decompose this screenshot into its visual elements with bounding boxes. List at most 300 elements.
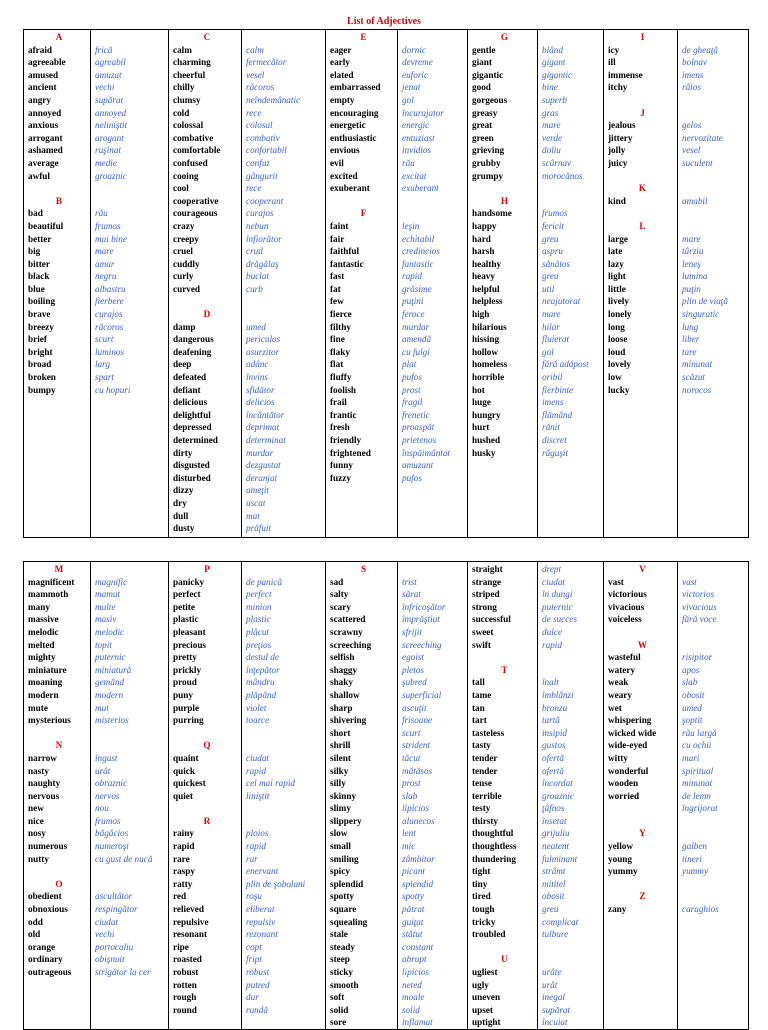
romanian-translation: tăcut [402, 752, 421, 763]
english-word: friendly [330, 435, 362, 445]
romanian-translation: de gheaţă [682, 44, 718, 55]
english-word: dry [173, 497, 187, 508]
english-word: bitter [28, 258, 50, 269]
romanian-translation: obosit [542, 891, 565, 902]
english-word: confused [173, 157, 208, 168]
romanian-translation: trist [402, 576, 417, 587]
english-word: annoyed [28, 107, 62, 118]
english-word: cool [173, 183, 189, 194]
english-word: wicked wide [608, 727, 657, 738]
english-word: wet [608, 702, 622, 713]
english-word: proud [173, 677, 197, 688]
romanian-translation: rău [95, 208, 108, 219]
romanian-translation: groaznic [542, 790, 574, 801]
english-word: breezy [28, 321, 54, 332]
romanian-translation: minunat [682, 778, 713, 789]
english-word: delicious [173, 397, 208, 408]
romanian-translation: bine [542, 82, 558, 93]
romanian-translation: yummy [682, 866, 709, 877]
english-word: young [608, 853, 633, 864]
english-word: ancient [28, 82, 57, 93]
english-word: nasty [28, 765, 49, 776]
english-word: better [28, 233, 52, 244]
english-word: average [28, 157, 59, 168]
romanian-translation: misterios [95, 715, 129, 726]
spacer [173, 727, 241, 740]
english-word: vivacious [608, 601, 645, 612]
romanian-translation: flămând [542, 409, 573, 420]
english-word: stale [330, 929, 348, 940]
english-word: worried [608, 790, 640, 801]
english-word: repulsive [173, 916, 209, 927]
romanian-translation: ţâfnos [542, 803, 565, 814]
spacer [682, 878, 748, 891]
romanian-translation: mai bine [95, 233, 127, 244]
english-word: gorgeous [472, 94, 508, 105]
spacer [246, 739, 325, 752]
english-word: fresh [330, 422, 350, 433]
english-word: disgusted [173, 460, 210, 471]
english-word: scary [330, 601, 351, 612]
english-column [24, 562, 91, 1030]
romanian-translation: fierbere [95, 296, 124, 307]
romanian-column [678, 30, 749, 538]
romanian-translation: puternic [95, 652, 126, 663]
english-word: tiny [472, 878, 488, 889]
romanian-translation: puţini [402, 296, 424, 307]
english-word: handsome [472, 208, 512, 219]
romanian-translation: mare [95, 246, 114, 257]
romanian-translation: mare [542, 120, 561, 131]
spacer [95, 739, 168, 752]
english-word: gigantic [472, 69, 504, 80]
english-word: obedient [28, 891, 62, 902]
romanian-translation: fript [246, 954, 262, 965]
letter-header: E [360, 32, 367, 42]
romanian-translation: verde [542, 132, 563, 143]
english-word: fat [330, 283, 341, 294]
romanian-translation: minunat [682, 359, 713, 370]
romanian-translation: feroce [402, 309, 425, 320]
english-word: clumsy [173, 94, 201, 105]
english-word: silly [330, 778, 346, 789]
english-word: evil [330, 157, 344, 168]
romanian-translation: slab [682, 677, 698, 688]
romanian-translation: magnific [95, 576, 128, 587]
romanian-column [538, 562, 604, 1030]
english-word: red [173, 891, 187, 902]
letter-header: B [55, 195, 63, 206]
letter-header: J [640, 107, 645, 118]
english-word: tart [472, 715, 487, 726]
english-word: resonant [173, 929, 208, 940]
english-word: numerous [28, 841, 68, 852]
romanian-translation: obişnuit [95, 954, 125, 965]
english-word: frightened [330, 447, 371, 458]
romanian-translation: frică [95, 44, 113, 55]
english-word: scattered [330, 614, 366, 625]
english-word: good [472, 82, 491, 93]
romanian-translation: încântător [246, 409, 285, 420]
english-word: large [608, 233, 628, 244]
spacer [682, 890, 748, 903]
spacer [28, 182, 90, 195]
english-word: squealing [330, 916, 368, 927]
english-word: old [28, 929, 41, 940]
romanian-translation: repulsiv [246, 916, 276, 927]
english-word: broken [28, 372, 56, 383]
english-word: rapid [173, 841, 195, 852]
spacer [246, 295, 325, 308]
romanian-translation: plastic [246, 614, 271, 625]
english-word: quick [173, 765, 195, 776]
english-word: weak [608, 677, 629, 688]
romanian-translation: invidios [402, 145, 432, 156]
romanian-translation: fără voce [682, 614, 717, 625]
romanian-translation: confuz [246, 157, 270, 168]
romanian-translation: moale [402, 992, 425, 1003]
romanian-translation: norocos [682, 384, 712, 395]
romanian-translation: ascuţit [402, 702, 427, 713]
romanian-translation: prietenos [402, 435, 437, 445]
english-word: foolish [330, 384, 357, 395]
english-word: curly [173, 271, 194, 282]
english-word: fuzzy [330, 472, 351, 483]
romanian-translation: adânc [246, 359, 269, 370]
romanian-translation: cu hopuri [95, 384, 131, 395]
romanian-translation: robust [246, 967, 270, 977]
english-word: frail [330, 397, 347, 408]
english-word: deafening [173, 346, 212, 357]
romanian-translation: băgăcios [95, 828, 129, 839]
english-word: sharp [330, 702, 353, 713]
english-word: filthy [330, 321, 351, 332]
spacer [173, 295, 241, 308]
english-word: elated [330, 69, 354, 80]
spacer [608, 170, 677, 183]
english-word: shaky [330, 677, 353, 688]
english-word: pretty [173, 652, 197, 663]
romanian-translation: inflamat [402, 1017, 433, 1028]
english-word: tender [472, 752, 498, 763]
romanian-translation: ameţit [246, 485, 269, 496]
letter-header: W [637, 639, 648, 650]
romanian-translation: confortabil [246, 145, 287, 156]
romanian-translation: încuiat [542, 1017, 568, 1028]
english-word: tasty [472, 740, 491, 751]
romanian-translation: lipicios [402, 967, 430, 977]
romanian-translation: murdar [402, 321, 430, 332]
english-word: bad [28, 208, 43, 219]
letter-header: I [640, 32, 645, 42]
english-word: frantic [330, 409, 357, 420]
english-word: grieving [472, 145, 505, 156]
romanian-translation: slab [402, 790, 418, 801]
english-word: perfect [173, 589, 201, 600]
english-word: few [330, 296, 344, 307]
english-word: immense [608, 69, 643, 80]
romanian-translation: prăfuit [246, 523, 272, 534]
english-word: fast [330, 271, 345, 282]
english-word: colossal [173, 120, 204, 131]
romanian-translation: suculent [682, 157, 713, 168]
english-word: quiet [173, 790, 193, 801]
romanian-translation: puţin [682, 283, 701, 294]
english-word: ugliest [472, 967, 498, 977]
letter-header: L [639, 220, 646, 231]
english-word: purring [173, 715, 204, 726]
english-word: black [28, 271, 50, 282]
english-word: tall [472, 677, 485, 688]
romanian-translation: albastru [95, 283, 126, 294]
adjectives-table-1 [23, 29, 749, 538]
spacer [173, 802, 241, 815]
english-word: panicky [173, 576, 205, 587]
english-word: witty [608, 752, 628, 763]
romanian-translation: gol [542, 346, 554, 357]
english-word: wooden [608, 778, 639, 789]
english-word: salty [330, 589, 349, 600]
spacer [682, 815, 748, 828]
romanian-translation: în dungi [542, 589, 573, 600]
romanian-translation: şoptit [682, 715, 703, 726]
english-word: calm [173, 44, 192, 55]
english-word: watery [608, 664, 636, 675]
english-word: anxious [28, 120, 59, 131]
romanian-translation: drept [542, 564, 562, 574]
english-word: wasteful [608, 652, 641, 663]
romanian-translation: deprimat [246, 422, 280, 433]
romanian-translation: scăzut [682, 372, 705, 383]
romanian-translation: apos [682, 664, 700, 675]
letter-header: V [639, 564, 646, 574]
english-word: homeless [472, 359, 508, 370]
romanian-translation: luminos [95, 346, 125, 357]
english-word: nice [28, 815, 44, 826]
romanian-translation: cu fulgi [402, 346, 430, 357]
english-word: naughty [28, 778, 61, 789]
letter-header: G [500, 32, 509, 42]
romanian-translation: topit [95, 639, 112, 650]
romanian-translation: bronza [542, 702, 568, 713]
romanian-translation: putred [246, 979, 270, 990]
letter-header: K [638, 183, 647, 194]
english-word: hilarious [472, 321, 507, 332]
english-word: testy [472, 803, 491, 814]
english-word: brief [28, 334, 47, 345]
english-word: new [28, 803, 44, 814]
romanian-translation: neajutorat [542, 296, 581, 307]
english-word: mysterious [28, 715, 71, 726]
english-word: strong [472, 601, 497, 612]
spacer [542, 651, 603, 664]
english-word: lively [608, 296, 629, 307]
english-word: smooth [330, 979, 359, 990]
romanian-translation: caraghios [682, 904, 719, 915]
romanian-translation: morocănos [542, 170, 583, 181]
english-word: angry [28, 94, 51, 105]
english-word: skinny [330, 790, 357, 801]
romanian-translation: blând [542, 44, 563, 55]
romanian-translation: dornic [402, 44, 426, 55]
english-word: cold [173, 107, 190, 118]
romanian-translation: frumos [95, 815, 121, 826]
english-column [468, 30, 538, 538]
spacer [472, 651, 537, 664]
romanian-translation: amabil [682, 195, 708, 206]
english-word: shivering [330, 715, 367, 726]
romanian-translation: vechi [95, 929, 115, 940]
english-word: purple [173, 702, 200, 713]
romanian-translation: scurt [95, 334, 114, 345]
english-word: mighty [28, 652, 56, 663]
english-word: spotty [330, 891, 354, 902]
romanian-translation: vesel [682, 145, 701, 156]
spacer [402, 195, 467, 208]
romanian-translation: insipid [542, 727, 568, 738]
romanian-translation: fericit [542, 220, 564, 231]
spacer [608, 815, 677, 828]
romanian-translation: neliniştit [95, 120, 128, 131]
english-word: energetic [330, 120, 366, 131]
romanian-translation: curajos [246, 208, 274, 219]
romanian-translation: mut [95, 702, 109, 713]
romanian-translation: util [542, 283, 555, 294]
romanian-translation: greu [542, 904, 559, 915]
english-word: long [608, 321, 625, 332]
spacer [330, 195, 397, 208]
romanian-translation: gemând [95, 677, 125, 688]
romanian-translation: gigantic [542, 69, 573, 80]
romanian-translation: perfect [246, 589, 272, 600]
english-word: quickest [173, 778, 206, 789]
english-word: straight [472, 564, 503, 574]
english-word: screeching [330, 639, 372, 650]
english-word: precious [173, 639, 207, 650]
romanian-translation: spiritual [682, 765, 714, 776]
english-word: chilly [173, 82, 195, 93]
romanian-translation: rău [402, 157, 415, 168]
romanian-translation: de succes [542, 614, 577, 625]
romanian-translation: neatent [542, 841, 570, 852]
english-word: prickly [173, 664, 202, 675]
romanian-translation: amar [95, 258, 115, 269]
romanian-translation: abrupt [402, 954, 427, 965]
english-word: boiling [28, 296, 56, 307]
romanian-translation: destul de [246, 652, 279, 663]
english-word: uptight [472, 1017, 501, 1028]
english-word: outrageous [28, 967, 72, 977]
romanian-translation: de panică [246, 576, 282, 587]
romanian-translation: mamut [95, 589, 121, 600]
romanian-translation: ofertă [542, 752, 564, 763]
english-word: cuddly [173, 258, 200, 269]
english-column [468, 562, 538, 1030]
english-word: exuberant [330, 183, 370, 194]
spacer [246, 727, 325, 740]
romanian-translation: galben [682, 841, 708, 852]
spacer [542, 941, 603, 954]
romanian-translation: fragil [402, 397, 423, 408]
english-word: shallow [330, 689, 360, 700]
english-word: plastic [173, 614, 199, 625]
romanian-translation: gustos [542, 740, 566, 751]
romanian-translation: nou [95, 803, 109, 814]
letter-header: H [500, 195, 509, 206]
english-word: smiling [330, 853, 359, 864]
english-word: voiceless [608, 614, 642, 625]
english-word: early [330, 57, 350, 68]
romanian-translation: ruşinat [95, 145, 122, 156]
romanian-translation: nervozitate [682, 132, 723, 143]
english-word: ratty [173, 878, 193, 889]
romanian-translation: frisoane [402, 715, 433, 726]
english-word: yummy [608, 866, 638, 877]
spacer [246, 31, 325, 44]
english-word: mammoth [28, 589, 69, 600]
english-word: broad [28, 359, 52, 370]
romanian-translation: violet [246, 702, 267, 713]
english-word: slimy [330, 803, 351, 814]
romanian-translation: echitabil [402, 233, 435, 244]
english-word: magnificent [28, 576, 75, 587]
english-word: lonely [608, 309, 632, 320]
romanian-translation: vechi [95, 82, 115, 93]
english-word: lucky [608, 384, 630, 395]
english-word: late [608, 246, 623, 257]
letter-header: F [360, 208, 367, 219]
romanian-translation: fermecător [246, 57, 287, 68]
romanian-translation: lung [682, 321, 699, 332]
letter-header: M [54, 564, 64, 574]
spacer [682, 207, 748, 220]
english-word: loose [608, 334, 628, 345]
romanian-translation: asurzitor [246, 346, 280, 357]
romanian-translation: picant [402, 866, 425, 877]
english-word [608, 802, 677, 815]
english-word: healthy [472, 258, 502, 269]
english-word: dizzy [173, 485, 194, 496]
romanian-translation: exuberant [402, 183, 439, 194]
english-word: tired [472, 891, 491, 902]
english-word: upset [472, 1004, 493, 1015]
english-word: gentle [472, 44, 496, 55]
letter-header: Y [639, 828, 646, 839]
romanian-translation: pătrat [402, 904, 425, 915]
english-word: ugly [472, 979, 489, 990]
english-word: curved [173, 283, 201, 294]
spacer [95, 727, 168, 740]
romanian-translation: groaznic [95, 170, 127, 181]
english-column [169, 30, 242, 538]
romanian-translation: superb [542, 94, 568, 105]
romanian-translation: înalt [542, 677, 559, 688]
romanian-translation: înspăimântat [402, 447, 450, 458]
spacer [542, 195, 603, 208]
spacer [95, 865, 168, 878]
spacer [542, 953, 603, 966]
english-word: miniature [28, 664, 67, 675]
spacer [682, 563, 748, 576]
romanian-translation: drăgălaş [246, 258, 279, 269]
english-word: pleasant [173, 626, 206, 637]
english-word: kind [608, 195, 626, 206]
english-word: square [330, 904, 357, 915]
english-word: rainy [173, 828, 194, 839]
english-word: faithful [330, 246, 360, 257]
romanian-translation: pufos [402, 372, 422, 383]
romanian-translation: urâte [542, 967, 562, 977]
